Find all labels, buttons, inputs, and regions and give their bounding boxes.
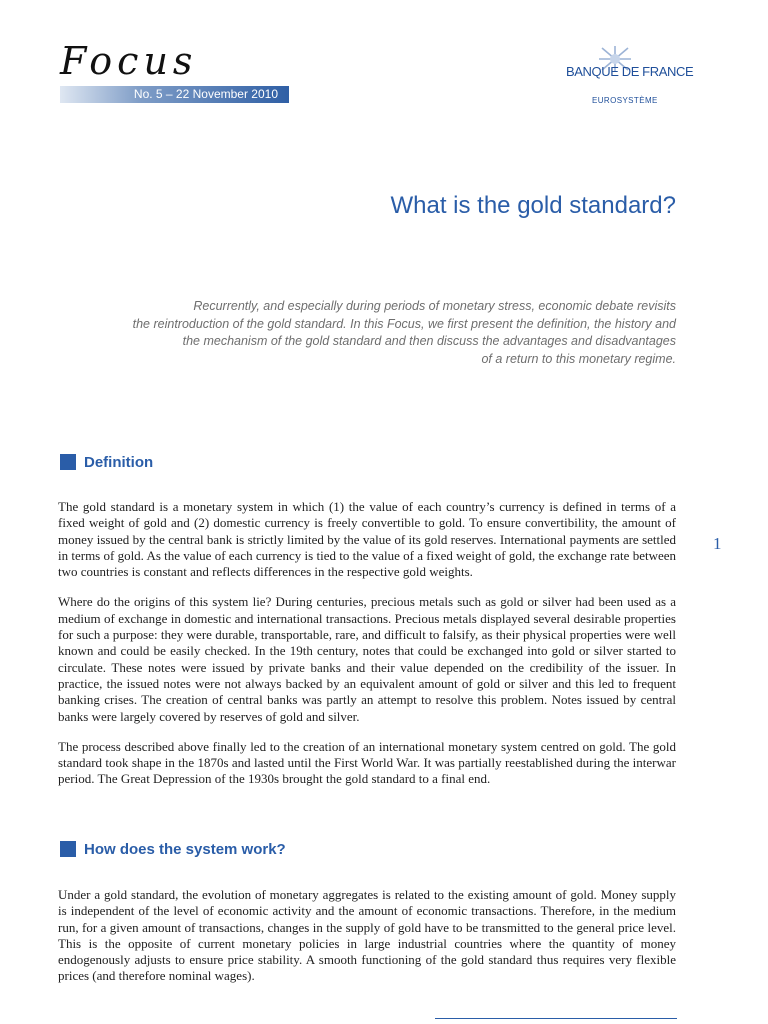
issue-date: No. 5 – 22 November 2010 [133, 87, 278, 101]
paragraph: The gold standard is a monetary system in which (1) the value of each country’s currency is defined in terms of a fixed weight of gold and (2) domestic currency is freely convertible to gold. To ensure convertibility, the amount of money issued by the central bank is strictly limited by the value of its gold reserves. International payments are settled in terms of gold. As the value of each currency is tied to the value of a fixed weight of gold, the exchange rate between two countries is constant and reflects differences in the respective gold weights. [58, 499, 677, 580]
section-body-how-it-works [58, 887, 676, 999]
banque-de-france-logo [560, 46, 694, 108]
abstract-line: of a return to this monetary regime. [481, 351, 676, 366]
section-body-definition [58, 499, 676, 802]
abstract-line: the mechanism of the gold standard and then discuss the advantages and disadvantages [182, 334, 676, 348]
section-heading-how-it-works [60, 840, 286, 858]
section-bullet-icon [60, 841, 76, 857]
abstract-line: Recurrently, and especially during periods of monetary stress, economic debate revisits [193, 299, 676, 313]
publication-title: Focus [60, 39, 198, 83]
page-title: What is the gold standard? [390, 192, 676, 219]
issue-banner [60, 86, 289, 103]
paragraph: Where do the origins of this system lie? During centuries, precious metals such as gold or silver had been used as a medium of exchange in domestic and international transactions. Precious metals displayed several desirable properties for such a purpose: they were durable, transportable, rare, and difficult to falsify, as their physical properties were well known and could be easily checked. In the 19th century, notes that could be exchanged into gold or silver started to circulate. These notes were issued by private banks and their value depended on the credibility of the issuer. In practice, the issued notes were not always backed by an equivalent amount of gold or silver and this led to frequent banking crises. The creation of central banks was partly an attempt to resolve this problem. Notes issued by central banks were largely covered by reserves of gold and silver. [58, 594, 676, 724]
section-heading-definition [60, 453, 153, 471]
abstract-line: the reintroduction of the gold standard. In this Focus, we first present the definition, the history and [132, 316, 676, 331]
section-heading-text: How does the system work? [84, 840, 286, 858]
logo-name: BANQUE DE FRANCE [566, 64, 694, 79]
paragraph: The process described above finally led to the creation of an international monetary system centred on gold. The gold standard took shape in the 1870s and lasted until the First World War. It was partially reestablished during the interwar period. The Great Depression of the 1930s brought the gold standard to a final end. [58, 738, 676, 787]
abstract [56, 298, 676, 368]
footer-divider [435, 1018, 677, 1019]
logo-subtitle: EUROSYSTÈME [592, 96, 658, 105]
page-number: 1 [713, 534, 722, 553]
section-bullet-icon [60, 454, 76, 470]
section-heading-text: Definition [84, 453, 154, 471]
paragraph: Under a gold standard, the evolution of monetary aggregates is related to the existing amount of gold. Money supply is independent of the level of economic activity and the amount of economic transactions. Therefore, in the medium run, for a given amount of transactions, changes in the supply of gold have to be transmitted to the general price level. This is the opposite of current monetary policies in large industrial countries where the quantity of money endogenously adjusts to ensure price stability. A smooth functioning of the gold standard thus requires very flexible prices (and therefore nominal wages). [58, 887, 676, 984]
